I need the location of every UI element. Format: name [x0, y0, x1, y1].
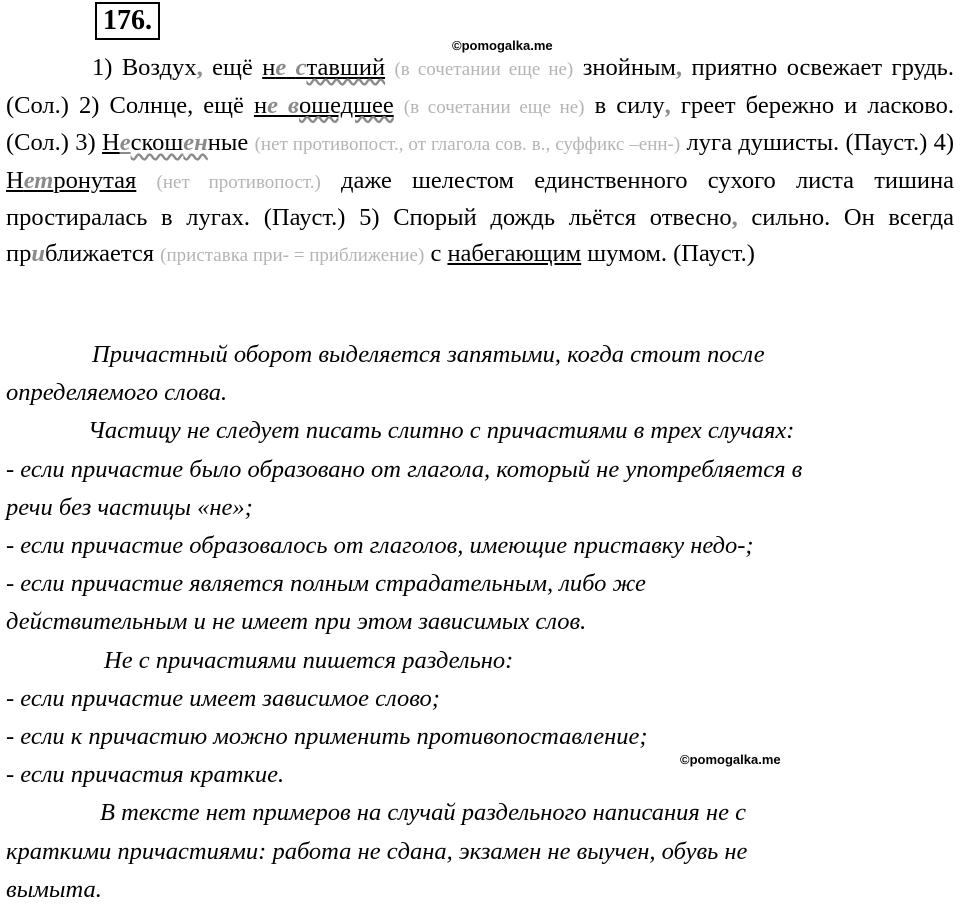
text-run: ронутая [53, 166, 137, 194]
exercise-text [6, 50, 954, 273]
text-run: греет бережно и ласково. (Сол.) 3) [6, 91, 955, 156]
text-run: н [262, 54, 276, 81]
text-run: в силу [584, 91, 665, 119]
word-netronutaya [6, 167, 136, 194]
highlighted-letter: ен [183, 129, 208, 156]
highlighted-letter: ет [23, 166, 54, 194]
highlighted-letter: и [31, 239, 46, 267]
highlighted-letter: е [119, 129, 131, 156]
text-run: н [253, 91, 268, 119]
highlighted-letter: с [295, 54, 307, 81]
text-run: ещё [202, 54, 263, 81]
watermark: ©pomogalka.me [680, 752, 781, 767]
rule-line: вымыта. [6, 875, 102, 903]
rule-line: - если причастие имеет зависимое слово; [6, 684, 440, 712]
hint-3: (нет противопост., от глагола сов. в., суффикс –енн-) [254, 134, 681, 155]
text-run: с [424, 239, 448, 267]
text-run: Н [6, 166, 24, 194]
sentence-1-start: 1) Воздух [92, 54, 197, 81]
text-run: скош [130, 129, 184, 156]
rules-text [6, 336, 954, 909]
highlighted-comma: , [675, 54, 683, 81]
word-ne-stavshiy [262, 54, 385, 81]
text-run: знойным [573, 54, 676, 81]
highlighted-letter: е [275, 54, 287, 81]
highlighted-comma: , [664, 91, 671, 119]
text-run: ошедшее [298, 91, 394, 119]
hint-5: (приставка при- = приближение) [160, 244, 425, 266]
text-run: Н [102, 129, 120, 156]
text-run: ближается [45, 239, 155, 267]
text-run: сильно. Он всегда пр [6, 204, 954, 267]
rule-line: - если причастие было образовано от глагола, который не употребляется в [6, 455, 803, 483]
rule-line: речи без частицы «не»; [6, 493, 253, 521]
highlighted-comma: , [196, 54, 203, 81]
text-run: тавший [306, 54, 386, 81]
word-nabegayushchim: набегающим [447, 239, 582, 267]
hint-1: (в сочетании еще не) [394, 59, 574, 80]
hint-4: (нет противопост.) [156, 171, 321, 193]
rule-line: определяемого слова. [6, 379, 228, 407]
rule-line: - если причастие образовалось от глаголов, имеющие приставку недо-; [6, 532, 754, 560]
watermark: ©pomogalka.me [452, 38, 553, 53]
rule-line: действительным и не имеет при этом зависимых слов. [6, 608, 587, 636]
rule-line: Не с причастиями пишется раздельно: [104, 646, 514, 674]
word-neskoshennye [102, 129, 248, 156]
text-run: шумом. (Пауст.) [581, 239, 755, 267]
text-run: приятно освежает грудь. (Сол.) 2) Солнце, ещё [6, 54, 954, 119]
exercise-number: 176. [95, 2, 160, 40]
text-run: ные [207, 129, 249, 156]
word-ne-voshedshee [254, 92, 394, 119]
rule-line: - если причастие является полным страдательным, либо же [6, 570, 646, 598]
text-run: даже шелестом единственного сухого листа тишина простиралась в лугах. (Пауст.) 5) Спорый дождь льётся отвесно [6, 166, 955, 231]
rule-line: Частицу не следует писать слитно с причастиями в трех случаях: [88, 417, 795, 445]
text-run: луга душисты. (Пауст.) 4) [680, 129, 955, 156]
rule-line: Причастный оборот выделяется запятыми, когда стоит после [92, 341, 765, 368]
rule-line: В тексте нет примеров на случай раздельного написания не с [100, 799, 746, 827]
highlighted-comma: , [731, 204, 738, 231]
rule-line: - если к причастию можно применить противопоставление; [6, 723, 648, 751]
rule-line: - если причастия краткие. [6, 761, 285, 789]
highlighted-letter: в [288, 91, 299, 119]
rule-line: краткими причастиями: работа не сдана, экзамен не выучен, обувь не [6, 837, 748, 865]
highlighted-letter: е [267, 91, 278, 119]
hint-2: (в сочетании еще не) [403, 96, 585, 118]
